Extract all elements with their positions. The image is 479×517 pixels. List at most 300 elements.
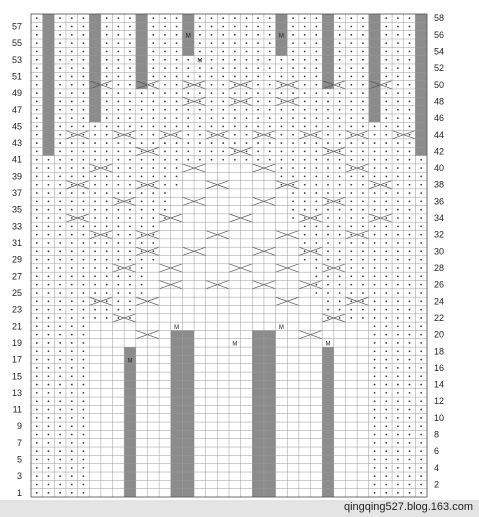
purl-dot xyxy=(211,92,213,94)
purl-dot xyxy=(129,184,131,186)
purl-dot xyxy=(59,225,61,227)
purl-dot xyxy=(141,117,143,119)
purl-dot xyxy=(246,101,248,103)
purl-dot xyxy=(246,26,248,28)
footer-bar xyxy=(0,500,479,517)
purl-dot xyxy=(409,292,411,294)
purl-dot xyxy=(385,192,387,194)
purl-dot xyxy=(141,267,143,269)
purl-dot xyxy=(339,200,341,202)
purl-dot xyxy=(420,259,422,261)
purl-dot xyxy=(327,159,329,161)
purl-dot xyxy=(397,242,399,244)
purl-dot xyxy=(222,134,224,136)
purl-dot xyxy=(350,76,352,78)
purl-dot xyxy=(176,126,178,128)
purl-dot xyxy=(94,242,96,244)
purl-dot xyxy=(152,167,154,169)
purl-dot xyxy=(397,392,399,394)
purl-dot xyxy=(48,409,50,411)
purl-dot xyxy=(385,200,387,202)
purl-dot xyxy=(36,492,38,494)
purl-dot xyxy=(59,167,61,169)
purl-dot xyxy=(152,126,154,128)
purl-dot xyxy=(152,142,154,144)
purl-dot xyxy=(71,484,73,486)
purl-dot xyxy=(350,159,352,161)
purl-dot xyxy=(129,292,131,294)
purl-dot xyxy=(176,84,178,86)
purl-dot xyxy=(385,117,387,119)
purl-dot xyxy=(129,300,131,302)
purl-dot xyxy=(327,167,329,169)
purl-dot xyxy=(59,417,61,419)
purl-dot xyxy=(117,67,119,69)
purl-dot xyxy=(117,300,119,302)
purl-dot xyxy=(71,359,73,361)
purl-dot xyxy=(350,300,352,302)
purl-dot xyxy=(59,275,61,277)
purl-dot xyxy=(327,184,329,186)
purl-dot xyxy=(71,467,73,469)
purl-dot xyxy=(269,26,271,28)
purl-dot xyxy=(339,267,341,269)
purl-dot xyxy=(59,442,61,444)
purl-dot xyxy=(59,159,61,161)
purl-dot xyxy=(409,309,411,311)
purl-dot xyxy=(350,42,352,44)
purl-dot xyxy=(339,26,341,28)
purl-dot xyxy=(59,17,61,19)
purl-dot xyxy=(129,250,131,252)
purl-dot xyxy=(362,242,364,244)
purl-dot xyxy=(71,400,73,402)
purl-dot xyxy=(71,17,73,19)
purl-dot xyxy=(315,250,317,252)
purl-dot xyxy=(59,250,61,252)
purl-dot xyxy=(48,175,50,177)
purl-dot xyxy=(106,84,108,86)
purl-dot xyxy=(234,151,236,153)
purl-dot xyxy=(409,225,411,227)
purl-dot xyxy=(420,300,422,302)
purl-dot xyxy=(420,392,422,394)
purl-dot xyxy=(176,142,178,144)
purl-dot xyxy=(59,484,61,486)
purl-dot xyxy=(385,159,387,161)
purl-dot xyxy=(315,142,317,144)
purl-dot xyxy=(257,17,259,19)
purl-dot xyxy=(374,459,376,461)
purl-dot xyxy=(315,76,317,78)
purl-dot xyxy=(292,109,294,111)
purl-dot xyxy=(152,234,154,236)
purl-dot xyxy=(339,217,341,219)
purl-dot xyxy=(71,184,73,186)
purl-dot xyxy=(269,142,271,144)
purl-dot xyxy=(222,92,224,94)
purl-dot xyxy=(176,109,178,111)
purl-dot xyxy=(269,126,271,128)
row-number-right: 8 xyxy=(434,429,440,440)
purl-dot xyxy=(234,101,236,103)
purl-dot xyxy=(409,375,411,377)
purl-dot xyxy=(397,284,399,286)
purl-dot xyxy=(129,267,131,269)
purl-dot xyxy=(83,375,85,377)
purl-dot xyxy=(141,109,143,111)
purl-dot xyxy=(397,450,399,452)
purl-dot xyxy=(292,200,294,202)
purl-dot xyxy=(141,126,143,128)
purl-dot xyxy=(315,134,317,136)
purl-dot xyxy=(83,51,85,53)
purl-dot xyxy=(397,375,399,377)
purl-dot xyxy=(83,292,85,294)
purl-dot xyxy=(350,309,352,311)
purl-dot xyxy=(397,142,399,144)
purl-dot xyxy=(83,117,85,119)
purl-dot xyxy=(362,109,364,111)
purl-dot xyxy=(350,51,352,53)
purl-dot xyxy=(362,217,364,219)
purl-dot xyxy=(36,234,38,236)
purl-dot xyxy=(71,284,73,286)
purl-dot xyxy=(71,59,73,61)
purl-dot xyxy=(269,159,271,161)
purl-dot xyxy=(362,126,364,128)
row-number-left: 9 xyxy=(16,421,22,432)
purl-dot xyxy=(199,126,201,128)
purl-dot xyxy=(420,375,422,377)
purl-dot xyxy=(339,209,341,211)
purl-dot xyxy=(211,134,213,136)
purl-dot xyxy=(71,109,73,111)
purl-dot xyxy=(374,300,376,302)
purl-dot xyxy=(199,42,201,44)
purl-dot xyxy=(292,34,294,36)
purl-dot xyxy=(36,217,38,219)
purl-dot xyxy=(211,34,213,36)
purl-dot xyxy=(397,92,399,94)
purl-dot xyxy=(420,184,422,186)
purl-dot xyxy=(129,192,131,194)
purl-dot xyxy=(397,200,399,202)
purl-dot xyxy=(199,67,201,69)
purl-dot xyxy=(36,109,38,111)
purl-dot xyxy=(315,217,317,219)
purl-dot xyxy=(187,134,189,136)
purl-dot xyxy=(141,184,143,186)
purl-dot xyxy=(409,367,411,369)
purl-dot xyxy=(281,67,283,69)
no-stitch-column xyxy=(136,14,148,89)
purl-dot xyxy=(339,34,341,36)
purl-dot xyxy=(117,309,119,311)
purl-dot xyxy=(117,159,119,161)
purl-dot xyxy=(257,42,259,44)
purl-dot xyxy=(117,267,119,269)
purl-dot xyxy=(106,192,108,194)
row-number-right: 14 xyxy=(434,379,445,390)
purl-dot xyxy=(141,92,143,94)
purl-dot xyxy=(350,34,352,36)
purl-dot xyxy=(71,417,73,419)
purl-dot xyxy=(199,76,201,78)
purl-dot xyxy=(59,142,61,144)
purl-dot xyxy=(129,109,131,111)
purl-dot xyxy=(152,200,154,202)
purl-dot xyxy=(385,375,387,377)
purl-dot xyxy=(164,42,166,44)
purl-dot xyxy=(292,184,294,186)
purl-dot xyxy=(409,300,411,302)
purl-dot xyxy=(385,175,387,177)
purl-dot xyxy=(409,200,411,202)
purl-dot xyxy=(420,342,422,344)
purl-dot xyxy=(269,17,271,19)
purl-dot xyxy=(304,17,306,19)
purl-dot xyxy=(36,400,38,402)
purl-dot xyxy=(246,59,248,61)
purl-dot xyxy=(281,134,283,136)
purl-dot xyxy=(129,51,131,53)
purl-dot xyxy=(246,151,248,153)
purl-dot xyxy=(409,459,411,461)
no-stitch-column xyxy=(89,14,101,122)
purl-dot xyxy=(397,225,399,227)
purl-dot xyxy=(374,450,376,452)
make-one-marker: M xyxy=(174,324,180,331)
purl-dot xyxy=(397,359,399,361)
purl-dot xyxy=(83,459,85,461)
purl-dot xyxy=(36,209,38,211)
purl-dot xyxy=(315,159,317,161)
purl-dot xyxy=(36,467,38,469)
purl-dot xyxy=(83,417,85,419)
purl-dot xyxy=(409,76,411,78)
purl-dot xyxy=(374,317,376,319)
purl-dot xyxy=(409,392,411,394)
purl-dot xyxy=(327,126,329,128)
purl-dot xyxy=(48,492,50,494)
purl-dot xyxy=(83,26,85,28)
purl-dot xyxy=(59,101,61,103)
purl-dot xyxy=(339,151,341,153)
purl-dot xyxy=(315,184,317,186)
purl-dot xyxy=(71,42,73,44)
purl-dot xyxy=(94,134,96,136)
purl-dot xyxy=(48,459,50,461)
row-number-left: 7 xyxy=(16,437,22,448)
purl-dot xyxy=(292,117,294,119)
purl-dot xyxy=(83,309,85,311)
purl-dot xyxy=(176,34,178,36)
purl-dot xyxy=(327,117,329,119)
purl-dot xyxy=(129,151,131,153)
purl-dot xyxy=(117,225,119,227)
purl-dot xyxy=(385,334,387,336)
purl-dot xyxy=(304,217,306,219)
purl-dot xyxy=(420,350,422,352)
purl-dot xyxy=(94,234,96,236)
purl-dot xyxy=(59,42,61,44)
purl-dot xyxy=(164,17,166,19)
purl-dot xyxy=(71,34,73,36)
purl-dot xyxy=(211,76,213,78)
purl-dot xyxy=(94,175,96,177)
purl-dot xyxy=(327,309,329,311)
purl-dot xyxy=(385,234,387,236)
purl-dot xyxy=(374,492,376,494)
purl-dot xyxy=(83,250,85,252)
purl-dot xyxy=(187,109,189,111)
purl-dot xyxy=(374,375,376,377)
purl-dot xyxy=(117,109,119,111)
purl-dot xyxy=(187,92,189,94)
purl-dot xyxy=(222,126,224,128)
purl-dot xyxy=(292,51,294,53)
purl-dot xyxy=(71,309,73,311)
purl-dot xyxy=(339,309,341,311)
purl-dot xyxy=(362,117,364,119)
purl-dot xyxy=(327,317,329,319)
purl-dot xyxy=(350,225,352,227)
purl-dot xyxy=(315,26,317,28)
row-number-right: 10 xyxy=(434,412,445,423)
purl-dot xyxy=(48,292,50,294)
purl-dot xyxy=(397,250,399,252)
purl-dot xyxy=(385,76,387,78)
purl-dot xyxy=(59,359,61,361)
purl-dot xyxy=(385,417,387,419)
purl-dot xyxy=(246,34,248,36)
purl-dot xyxy=(362,209,364,211)
row-number-left: 1 xyxy=(16,487,22,498)
purl-dot xyxy=(339,67,341,69)
purl-dot xyxy=(187,142,189,144)
purl-dot xyxy=(83,409,85,411)
purl-dot xyxy=(327,284,329,286)
purl-dot xyxy=(59,117,61,119)
purl-dot xyxy=(71,350,73,352)
purl-dot xyxy=(362,76,364,78)
purl-dot xyxy=(94,159,96,161)
purl-dot xyxy=(420,267,422,269)
purl-dot xyxy=(36,142,38,144)
purl-dot xyxy=(362,134,364,136)
purl-dot xyxy=(397,400,399,402)
purl-dot xyxy=(106,51,108,53)
purl-dot xyxy=(374,134,376,136)
purl-dot xyxy=(292,209,294,211)
purl-dot xyxy=(374,325,376,327)
purl-dot xyxy=(362,317,364,319)
purl-dot xyxy=(304,175,306,177)
purl-dot xyxy=(420,192,422,194)
purl-dot xyxy=(176,67,178,69)
purl-dot xyxy=(339,275,341,277)
purl-dot xyxy=(71,367,73,369)
purl-dot xyxy=(71,117,73,119)
purl-dot xyxy=(385,484,387,486)
purl-dot xyxy=(199,151,201,153)
purl-dot xyxy=(339,17,341,19)
purl-dot xyxy=(48,425,50,427)
purl-dot xyxy=(129,101,131,103)
row-number-right: 30 xyxy=(434,246,445,257)
purl-dot xyxy=(129,259,131,261)
purl-dot xyxy=(409,117,411,119)
purl-dot xyxy=(257,51,259,53)
purl-dot xyxy=(385,242,387,244)
purl-dot xyxy=(152,184,154,186)
purl-dot xyxy=(374,259,376,261)
purl-dot xyxy=(246,84,248,86)
purl-dot xyxy=(222,34,224,36)
purl-dot xyxy=(83,151,85,153)
purl-dot xyxy=(257,59,259,61)
purl-dot xyxy=(350,151,352,153)
make-one-marker: M xyxy=(185,33,191,40)
no-stitch-column xyxy=(43,14,55,156)
purl-dot xyxy=(397,51,399,53)
purl-dot xyxy=(36,167,38,169)
purl-dot xyxy=(71,167,73,169)
purl-dot xyxy=(187,151,189,153)
purl-dot xyxy=(304,34,306,36)
purl-dot xyxy=(350,59,352,61)
purl-dot xyxy=(362,267,364,269)
purl-dot xyxy=(211,51,213,53)
purl-dot xyxy=(94,284,96,286)
row-number-right: 50 xyxy=(434,79,445,90)
purl-dot xyxy=(246,109,248,111)
purl-dot xyxy=(199,92,201,94)
purl-dot xyxy=(141,225,143,227)
purl-dot xyxy=(420,250,422,252)
purl-dot xyxy=(164,92,166,94)
row-number-right: 22 xyxy=(434,312,445,323)
purl-dot xyxy=(350,292,352,294)
purl-dot xyxy=(397,325,399,327)
purl-dot xyxy=(117,317,119,319)
purl-dot xyxy=(59,109,61,111)
purl-dot xyxy=(374,400,376,402)
purl-dot xyxy=(71,300,73,302)
row-number-left: 35 xyxy=(11,204,22,215)
purl-dot xyxy=(315,225,317,227)
purl-dot xyxy=(362,275,364,277)
purl-dot xyxy=(246,51,248,53)
purl-dot xyxy=(362,200,364,202)
purl-dot xyxy=(211,101,213,103)
purl-dot xyxy=(141,209,143,211)
purl-dot xyxy=(362,175,364,177)
purl-dot xyxy=(59,126,61,128)
row-number-right: 12 xyxy=(434,396,445,407)
purl-dot xyxy=(222,59,224,61)
purl-dot xyxy=(48,184,50,186)
purl-dot xyxy=(199,142,201,144)
purl-dot xyxy=(269,34,271,36)
purl-dot xyxy=(36,259,38,261)
purl-dot xyxy=(141,167,143,169)
purl-dot xyxy=(106,242,108,244)
row-number-left: 57 xyxy=(11,21,22,32)
purl-dot xyxy=(71,151,73,153)
purl-dot xyxy=(292,175,294,177)
